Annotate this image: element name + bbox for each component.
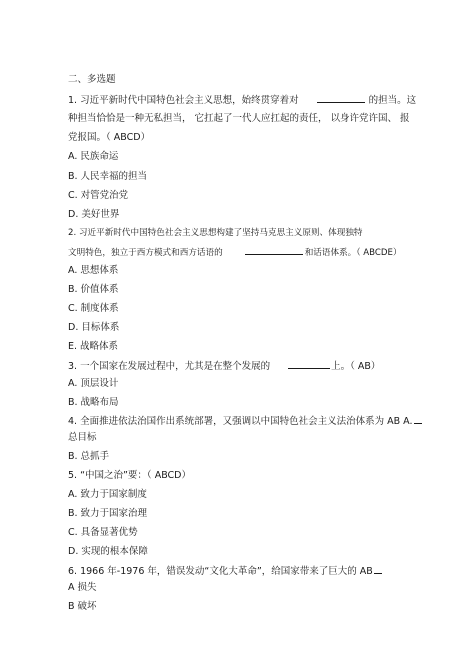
question-1-line-3: 党报国。（ ABCD）: [68, 132, 151, 143]
question-3-text-after-blank: 上。（ AB）: [331, 361, 381, 372]
question-2-option-e: E. 战略体系: [68, 341, 119, 352]
question-1-text-before-blank: 1. 习近平新时代中国特色社会主义思想，始终贯穿着对: [68, 95, 299, 106]
question-5-option-c: C. 具备显著优势: [68, 527, 138, 538]
question-3-blank: [288, 358, 330, 369]
question-3-text-before-blank: 3. 一个国家在发展过程中，尤其是在整个发展的: [68, 361, 271, 372]
section-title: 二、多选题: [68, 74, 116, 85]
question-6-option-a: A 损失: [68, 582, 97, 593]
question-6-line-1: [68, 565, 382, 579]
question-4-trailing-blank: [414, 417, 422, 424]
question-3-option-b: B. 战略布局: [68, 397, 119, 408]
question-2-text-after-blank: 和话语体系。（ ABCDE）: [304, 248, 402, 258]
question-2-line-1: 2. 习近平新时代中国特色社会主义思想构建了坚持马克思主义原则、体现独特: [68, 228, 363, 238]
question-5-option-a: A. 致力于国家制度: [68, 489, 147, 500]
question-5-option-b: B. 致力于国家治理: [68, 508, 148, 519]
question-1-line-2: 种担当恰恰是一种无私担当， 它扛起了一代人应扛起的责任， 以身许党许国、 报: [68, 113, 410, 124]
question-2-text-before-blank: 文明特色，独立于西方模式和西方话语的: [68, 248, 223, 258]
question-6-trailing-blank: [374, 567, 382, 574]
question-1-line-1: [68, 92, 416, 108]
question-4-option-b: B. 总抓手: [68, 451, 110, 462]
question-4-text: 4. 全面推进依法治国作出系统部署，又强调以中国特色社会主义法治体系为 AB A.: [68, 416, 413, 427]
question-2-option-d: D. 目标体系: [68, 322, 120, 333]
question-2-option-a: A. 思想体系: [68, 265, 119, 276]
question-1-option-c: C. 对管党治党: [68, 190, 129, 201]
question-4-line-2: 总目标: [68, 432, 97, 443]
question-3-line-1: [68, 358, 380, 374]
question-2-option-c: C. 制度体系: [68, 303, 119, 314]
question-4-line-1: [68, 415, 422, 429]
question-5-option-d: D. 实现的根本保障: [68, 546, 148, 557]
question-2-option-b: B. 价值体系: [68, 284, 119, 295]
question-1-option-d: D. 美好世界: [68, 209, 120, 220]
question-2-line-2: [68, 244, 402, 260]
question-1-option-b: B. 人民幸福的担当: [68, 171, 148, 182]
question-2-blank: [245, 244, 303, 255]
question-3-option-a: A. 顶层设计: [68, 378, 119, 389]
question-1-option-a: A. 民族命运: [68, 151, 119, 162]
question-1-text-after-blank: 的担当。这: [368, 95, 417, 106]
question-6-option-b: B 破坏: [68, 601, 97, 612]
question-1-blank: [317, 92, 365, 103]
question-6-text: 6. 1966 年-1976 年，错误发动“文化大革命”，给国家带来了巨大的 AB: [68, 566, 373, 577]
question-5-line-1: 5. “中国之治”要：（ ABCD）: [68, 470, 191, 481]
